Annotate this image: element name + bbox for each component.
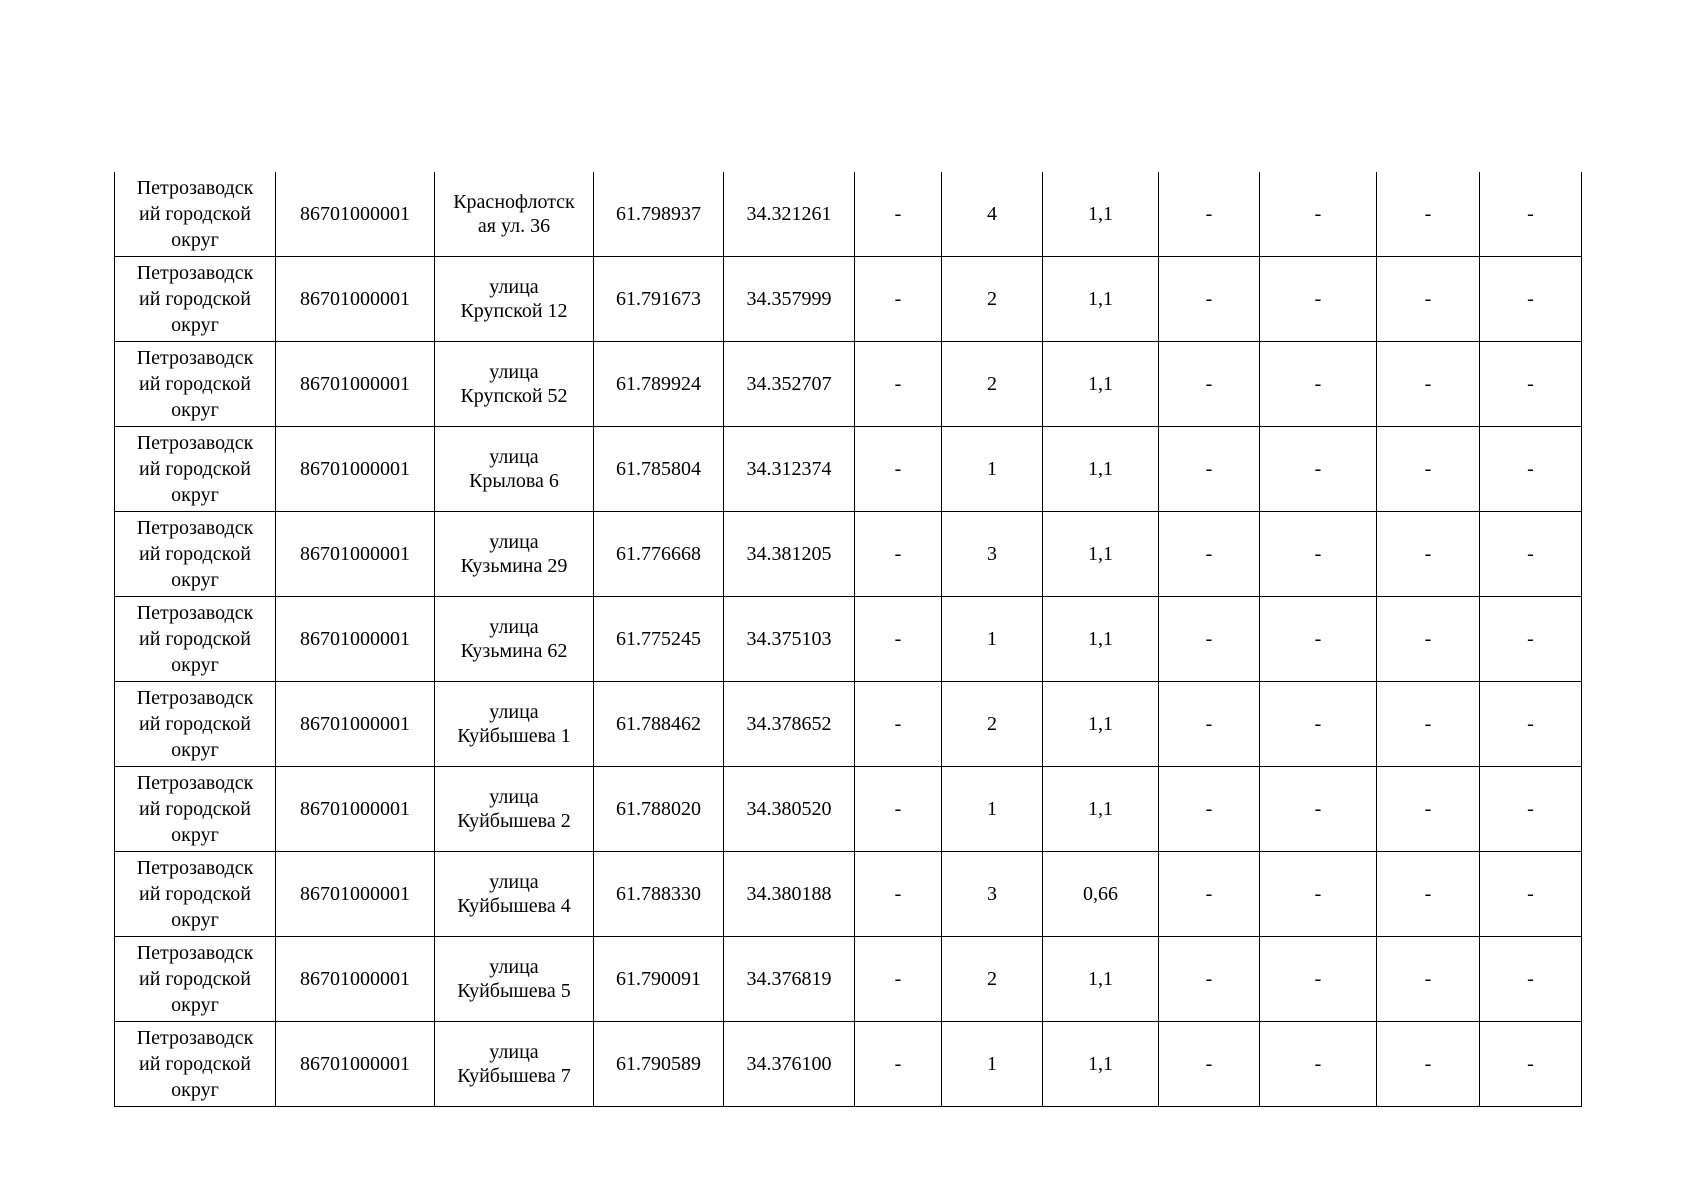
- col11-cell: -: [1377, 682, 1480, 767]
- col9-cell: -: [1159, 767, 1260, 852]
- container-volume-cell: 1,1: [1043, 767, 1159, 852]
- container-volume-cell: 1,1: [1043, 257, 1159, 342]
- latitude-cell: 61.790091: [594, 937, 724, 1022]
- container-count-cell: 2: [942, 257, 1043, 342]
- col10-cell: -: [1260, 1022, 1377, 1107]
- oktmo-cell: 86701000001: [276, 427, 435, 512]
- col11-cell: -: [1377, 1022, 1480, 1107]
- table-row: [115, 597, 1582, 682]
- container-volume-cell: 1,1: [1043, 172, 1159, 257]
- container-count-cell: 2: [942, 342, 1043, 427]
- oktmo-cell: 86701000001: [276, 852, 435, 937]
- col6-cell: -: [855, 937, 942, 1022]
- container-count-cell: 1: [942, 427, 1043, 512]
- address-cell: улица Кузьмина 62: [435, 597, 594, 682]
- address-cell: улица Кузьмина 29: [435, 512, 594, 597]
- container-sites-table: [114, 172, 1582, 1107]
- oktmo-cell: 86701000001: [276, 1022, 435, 1107]
- col11-cell: -: [1377, 427, 1480, 512]
- table-row: [115, 852, 1582, 937]
- table-row: [115, 512, 1582, 597]
- col6-cell: -: [855, 342, 942, 427]
- col12-cell: -: [1480, 512, 1582, 597]
- municipality-cell: Петрозаводск ий городской округ: [115, 342, 276, 427]
- container-volume-cell: 1,1: [1043, 1022, 1159, 1107]
- latitude-cell: 61.791673: [594, 257, 724, 342]
- col10-cell: -: [1260, 682, 1377, 767]
- col6-cell: -: [855, 597, 942, 682]
- col11-cell: -: [1377, 172, 1480, 257]
- container-volume-cell: 1,1: [1043, 937, 1159, 1022]
- address-cell: улица Куйбышева 5: [435, 937, 594, 1022]
- container-volume-cell: 1,1: [1043, 512, 1159, 597]
- address-cell: улица Крылова 6: [435, 427, 594, 512]
- col10-cell: -: [1260, 172, 1377, 257]
- oktmo-cell: 86701000001: [276, 682, 435, 767]
- municipality-cell: Петрозаводск ий городской округ: [115, 512, 276, 597]
- table-row: [115, 257, 1582, 342]
- municipality-cell: Петрозаводск ий городской округ: [115, 937, 276, 1022]
- col11-cell: -: [1377, 767, 1480, 852]
- longitude-cell: 34.312374: [724, 427, 855, 512]
- table-row: [115, 682, 1582, 767]
- oktmo-cell: 86701000001: [276, 512, 435, 597]
- address-cell: улица Куйбышева 7: [435, 1022, 594, 1107]
- col10-cell: -: [1260, 342, 1377, 427]
- col6-cell: -: [855, 427, 942, 512]
- municipality-cell: Петрозаводск ий городской округ: [115, 767, 276, 852]
- col6-cell: -: [855, 682, 942, 767]
- latitude-cell: 61.798937: [594, 172, 724, 257]
- container-count-cell: 1: [942, 597, 1043, 682]
- latitude-cell: 61.788330: [594, 852, 724, 937]
- address-cell: улица Куйбышева 4: [435, 852, 594, 937]
- latitude-cell: 61.785804: [594, 427, 724, 512]
- col12-cell: -: [1480, 597, 1582, 682]
- col12-cell: -: [1480, 427, 1582, 512]
- container-count-cell: 3: [942, 512, 1043, 597]
- col10-cell: -: [1260, 597, 1377, 682]
- col6-cell: -: [855, 1022, 942, 1107]
- latitude-cell: 61.788020: [594, 767, 724, 852]
- oktmo-cell: 86701000001: [276, 937, 435, 1022]
- longitude-cell: 34.378652: [724, 682, 855, 767]
- longitude-cell: 34.376100: [724, 1022, 855, 1107]
- col12-cell: -: [1480, 257, 1582, 342]
- col11-cell: -: [1377, 597, 1480, 682]
- longitude-cell: 34.352707: [724, 342, 855, 427]
- municipality-cell: Петрозаводск ий городской округ: [115, 682, 276, 767]
- col12-cell: -: [1480, 767, 1582, 852]
- latitude-cell: 61.788462: [594, 682, 724, 767]
- latitude-cell: 61.789924: [594, 342, 724, 427]
- container-count-cell: 3: [942, 852, 1043, 937]
- col10-cell: -: [1260, 257, 1377, 342]
- col9-cell: -: [1159, 682, 1260, 767]
- municipality-cell: Петрозаводск ий городской округ: [115, 257, 276, 342]
- address-cell: улица Куйбышева 2: [435, 767, 594, 852]
- col9-cell: -: [1159, 1022, 1260, 1107]
- col11-cell: -: [1377, 852, 1480, 937]
- table-body: [115, 172, 1582, 1107]
- container-count-cell: 1: [942, 767, 1043, 852]
- col12-cell: -: [1480, 342, 1582, 427]
- col6-cell: -: [855, 257, 942, 342]
- table-row: [115, 1022, 1582, 1107]
- col12-cell: -: [1480, 852, 1582, 937]
- container-volume-cell: 1,1: [1043, 342, 1159, 427]
- municipality-cell: Петрозаводск ий городской округ: [115, 172, 276, 257]
- oktmo-cell: 86701000001: [276, 257, 435, 342]
- col10-cell: -: [1260, 512, 1377, 597]
- address-cell: Краснофлотск ая ул. 36: [435, 172, 594, 257]
- longitude-cell: 34.376819: [724, 937, 855, 1022]
- col10-cell: -: [1260, 937, 1377, 1022]
- longitude-cell: 34.357999: [724, 257, 855, 342]
- container-count-cell: 2: [942, 682, 1043, 767]
- col9-cell: -: [1159, 512, 1260, 597]
- container-count-cell: 4: [942, 172, 1043, 257]
- longitude-cell: 34.380188: [724, 852, 855, 937]
- address-cell: улица Крупской 12: [435, 257, 594, 342]
- col11-cell: -: [1377, 342, 1480, 427]
- municipality-cell: Петрозаводск ий городской округ: [115, 597, 276, 682]
- longitude-cell: 34.380520: [724, 767, 855, 852]
- col11-cell: -: [1377, 937, 1480, 1022]
- col12-cell: -: [1480, 1022, 1582, 1107]
- table-row: [115, 342, 1582, 427]
- municipality-cell: Петрозаводск ий городской округ: [115, 1022, 276, 1107]
- table-row: [115, 172, 1582, 257]
- longitude-cell: 34.375103: [724, 597, 855, 682]
- col9-cell: -: [1159, 597, 1260, 682]
- col6-cell: -: [855, 512, 942, 597]
- col9-cell: -: [1159, 342, 1260, 427]
- table-row: [115, 937, 1582, 1022]
- latitude-cell: 61.775245: [594, 597, 724, 682]
- col6-cell: -: [855, 767, 942, 852]
- col11-cell: -: [1377, 512, 1480, 597]
- municipality-cell: Петрозаводск ий городской округ: [115, 852, 276, 937]
- address-cell: улица Куйбышева 1: [435, 682, 594, 767]
- col10-cell: -: [1260, 852, 1377, 937]
- col12-cell: -: [1480, 172, 1582, 257]
- container-volume-cell: 1,1: [1043, 682, 1159, 767]
- col10-cell: -: [1260, 427, 1377, 512]
- col12-cell: -: [1480, 682, 1582, 767]
- container-volume-cell: 1,1: [1043, 427, 1159, 512]
- col9-cell: -: [1159, 852, 1260, 937]
- col9-cell: -: [1159, 172, 1260, 257]
- col6-cell: -: [855, 172, 942, 257]
- col10-cell: -: [1260, 767, 1377, 852]
- oktmo-cell: 86701000001: [276, 597, 435, 682]
- table-row: [115, 427, 1582, 512]
- col6-cell: -: [855, 852, 942, 937]
- longitude-cell: 34.321261: [724, 172, 855, 257]
- oktmo-cell: 86701000001: [276, 342, 435, 427]
- table-row: [115, 767, 1582, 852]
- container-count-cell: 2: [942, 937, 1043, 1022]
- address-cell: улица Крупской 52: [435, 342, 594, 427]
- oktmo-cell: 86701000001: [276, 172, 435, 257]
- col9-cell: -: [1159, 257, 1260, 342]
- col11-cell: -: [1377, 257, 1480, 342]
- latitude-cell: 61.776668: [594, 512, 724, 597]
- latitude-cell: 61.790589: [594, 1022, 724, 1107]
- container-volume-cell: 1,1: [1043, 597, 1159, 682]
- container-count-cell: 1: [942, 1022, 1043, 1107]
- col9-cell: -: [1159, 427, 1260, 512]
- document-page: [114, 172, 1582, 1107]
- col12-cell: -: [1480, 937, 1582, 1022]
- oktmo-cell: 86701000001: [276, 767, 435, 852]
- container-volume-cell: 0,66: [1043, 852, 1159, 937]
- col9-cell: -: [1159, 937, 1260, 1022]
- longitude-cell: 34.381205: [724, 512, 855, 597]
- municipality-cell: Петрозаводск ий городской округ: [115, 427, 276, 512]
